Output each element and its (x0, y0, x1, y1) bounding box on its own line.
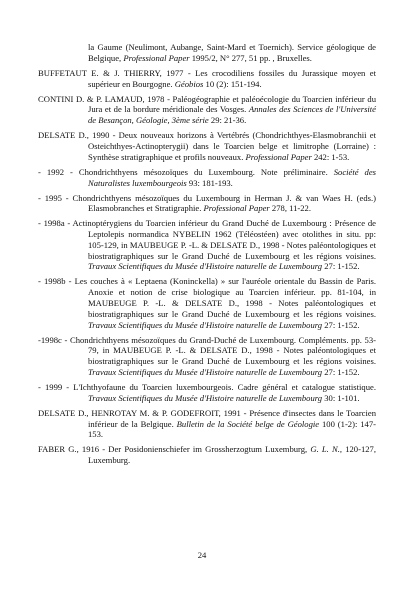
reference-entry: DELSATE D., HENROTAY M. & P. GODEFROIT, 1991 - Présence d'insectes dans le Toarcien inférieur de la Belgique. Bulletin de la Société belge de Géologie 100 (1-2): 147-153. (38, 407, 376, 440)
reference-entry: la Gaume (Neulimont, Aubange, Saint-Mard et Toernich). Service géologique de Belgique, Professional Paper 1995/2, N° 277, 51 pp. , Bruxelles. (88, 42, 376, 63)
reference-entry: - 1992 - Chondrichthyens mésozoïques du Luxembourg. Note préliminaire. Société des Naturalistes luxembourgeois 93: 181-193. (38, 166, 376, 188)
reference-entry: BUFFETAUT E. & J. THIERRY, 1977 - Les crocodiliens fossiles du Jurassique moyen et supérieur en Bourgogne. Géobios 10 (2): 151-194. (38, 67, 376, 89)
reference-entry: FABER G., 1916 - Der Posidonienschiefer im Grossherzogtum Luxemburg, G. L. N., 120-127, Luxemburg. (38, 444, 376, 466)
reference-entry: -1998c - Chondrichthyens mésozoïques du Grand-Duché de Luxembourg. Compléments. pp. 53-79, in MAUBEUGE P. -L. & DELSATE D., 1998 - Notes paléontologiques et biostratigraphiques sur le Grand Duché de Luxembourg et les régions voisines. Travaux Scientifiques du Musée d'Histoire naturelle de Luxembourg 27: 1-152. (38, 334, 376, 378)
reference-entry: DELSATE D., 1990 - Deux nouveaux horizons à Vertébrés (Chondrichthyes-Elasmobranchii et Osteichthyes-Actinopterygii) dans le Toarcien belge et limitrophe (Lorraine) : Synthèse stratigraphique et profils nouveaux. Professional Paper 242: 1-53. (38, 130, 376, 162)
reference-list (38, 42, 376, 470)
page-number: 24 (197, 550, 207, 560)
reference-entry: - 1998b - Les couches à « Leptaena (Koninckella) » sur l'auréole orientale du Bassin de Paris. Anoxie et notion de crise biologique au Toarcien inférieur. pp. 81-104, in MAUBEUGE P. -L. & DELSATE D., 1998 - Notes paléontologiques et biostratigraphiques sur le Grand Duché de Luxembourg et les régions voisines. Travaux Scientifiques du Musée d'Histoire naturelle de Luxembourg 27: 1-152. (38, 276, 376, 330)
reference-entry: CONTINI D. & P. LAMAUD, 1978 - Paléogéographie et paléoécologie du Toarcien inférieur du Jura et de la bordure méridionale des Vosges. Annales des Sciences de l'Université de Besançon, Géologie, 3ème série 29: 21-36. (38, 93, 376, 126)
reference-entry: - 1998a - Actinoptérygiens du Toarcien inférieur du Grand Duché de Luxembourg : Présence de Leptolepis normandica NYBELIN 1962 (Téléostéen) avec otolithes in situ. pp: 105-129, in MAUBEUGE P. -L. & DELSATE D., 1998 - Notes paléontologiques et biostratigraphiques sur le Grand Duché de Luxembourg et les régions voisines. Travaux Scientifiques du Musée d'Histoire naturelle de Luxembourg 27: 1-152. (38, 218, 376, 272)
reference-entry: - 1995 - Chondrichthyens mésozoïques du Luxembourg in Herman J. & van Waes H. (eds.) Elasmobranches et Stratigraphie. Professional Paper 278, 11-22. (38, 192, 376, 214)
reference-entry: - 1999 - L'Ichthyofaune du Toarcien luxembourgeois. Cadre général et catalogue statistique. Travaux Scientifiques du Musée d'Histoire naturelle de Luxembourg 30: 1-101. (38, 382, 376, 403)
